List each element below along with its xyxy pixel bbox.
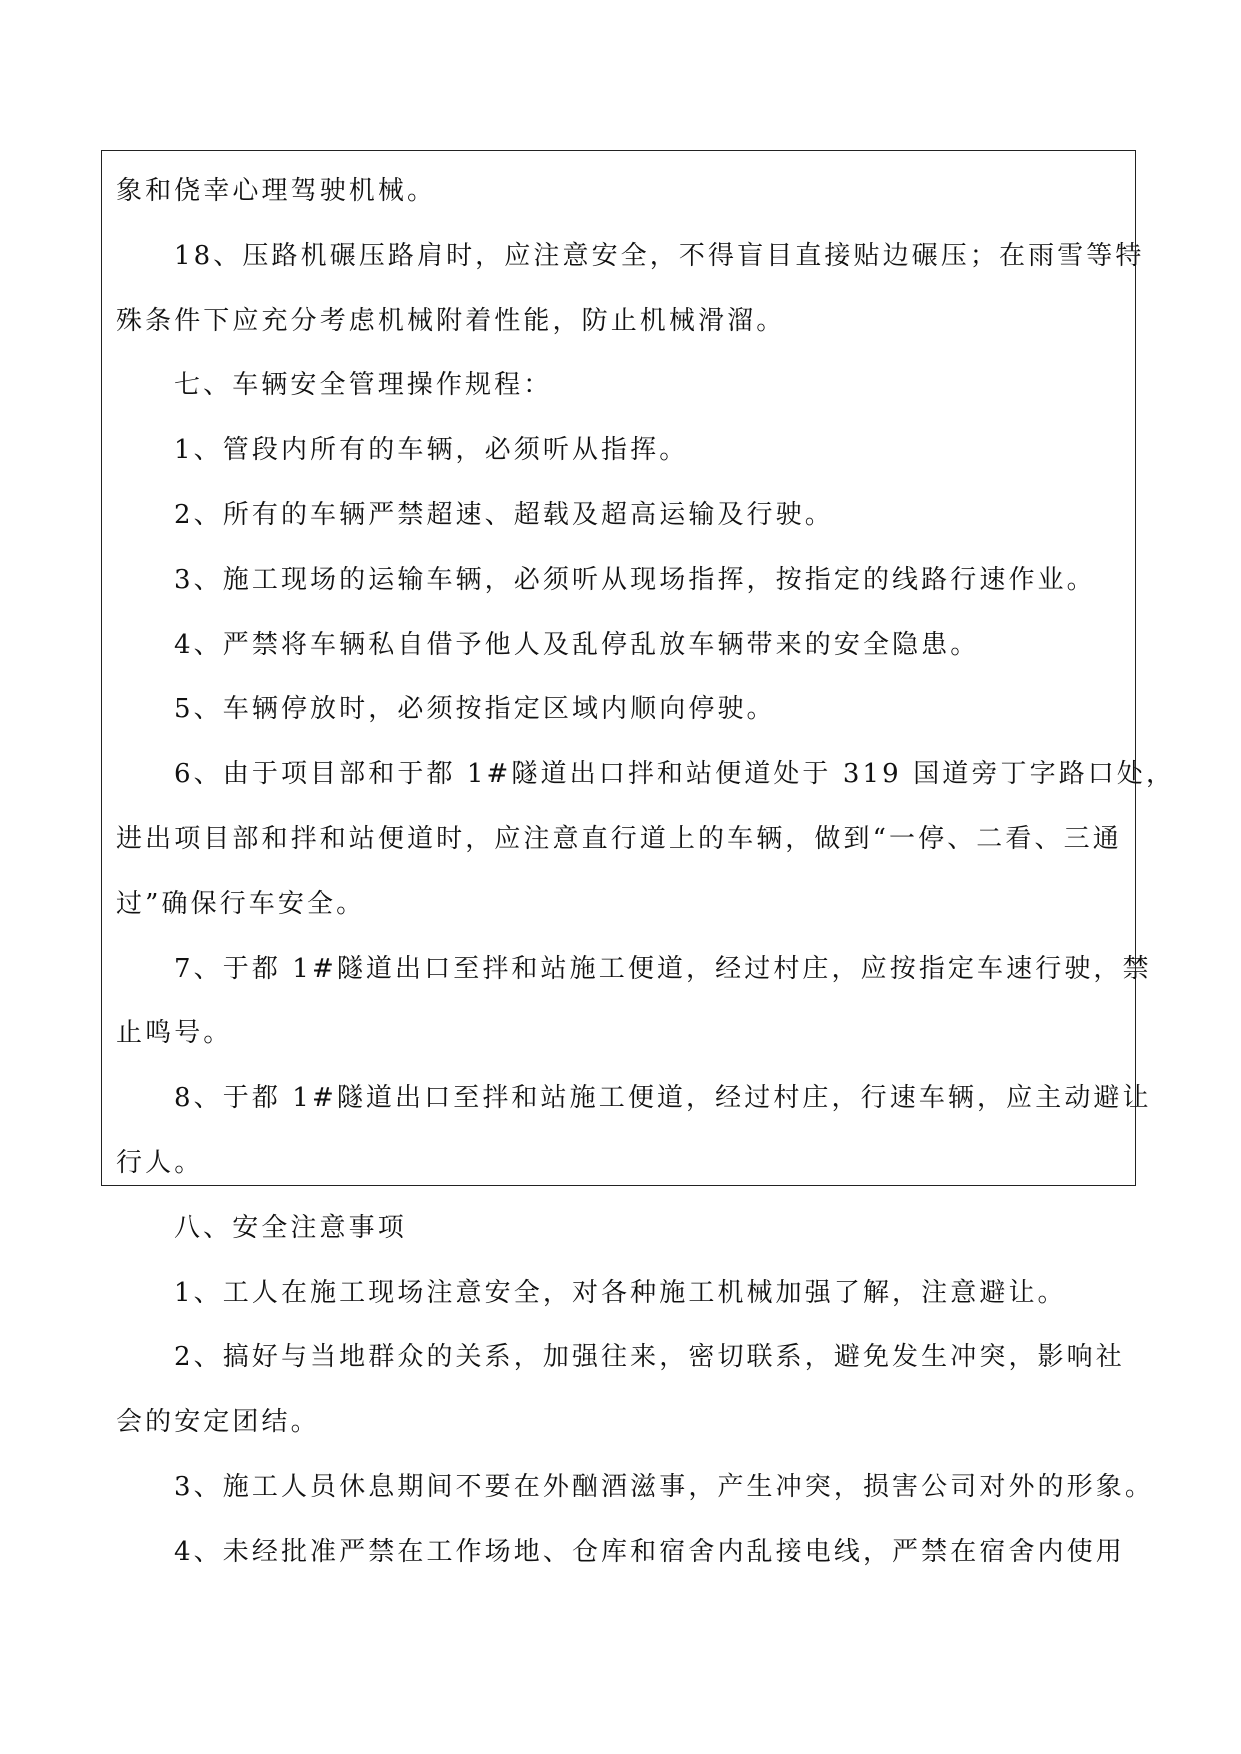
- text-line: 七、车辆安全管理操作规程：: [174, 370, 553, 401]
- text-line: 4、严禁将车辆私自借予他人及乱停乱放车辆带来的安全隐患。: [174, 629, 980, 660]
- text-line: 八、安全注意事项: [174, 1212, 407, 1243]
- text-line: 殊条件下应充分考虑机械附着性能，防止机械滑溜。: [116, 305, 786, 336]
- text-line: 会的安定团结。: [116, 1407, 320, 1438]
- text-line: 7、于都 1#隧道出口至拌和站施工便道，经过村庄，应按指定车速行驶，禁: [174, 953, 1152, 984]
- text-line: 3、施工现场的运输车辆，必须听从现场指挥，按指定的线路行速作业。: [174, 564, 1096, 595]
- text-line: 象和侥幸心理驾驶机械。: [116, 176, 437, 206]
- text-line: 2、搞好与当地群众的关系，加强往来，密切联系，避免发生冲突，影响社: [174, 1342, 1125, 1373]
- text-line: 6、由于项目部和于都 1#隧道出口拌和站便道处于 319 国道旁丁字路口处，: [174, 759, 1176, 790]
- text-line: 进出项目部和拌和站便道时，应注意直行道上的车辆，做到“一停、二看、三通: [116, 823, 1122, 854]
- text-line: 1、管段内所有的车辆，必须听从指挥。: [174, 435, 689, 466]
- text-line: 4、未经批准严禁在工作场地、仓库和宿舍内乱接电线，严禁在宿舍内使用: [174, 1536, 1125, 1567]
- text-line: 2、所有的车辆严禁超速、超载及超高运输及行驶。: [174, 499, 834, 530]
- text-line: 1、工人在施工现场注意安全，对各种施工机械加强了解，注意避让。: [174, 1277, 1067, 1308]
- document-body: [116, 159, 1176, 1585]
- text-line: 5、车辆停放时，必须按指定区域内顺向停驶。: [174, 694, 776, 725]
- text-line: 行人。: [116, 1147, 204, 1178]
- text-line: 8、于都 1#隧道出口至拌和站施工便道，经过村庄，行速车辆，应主动避让: [174, 1083, 1152, 1114]
- text-line: 止鸣号。: [116, 1018, 233, 1049]
- text-line: 18、压路机碾压路肩时，应注意安全，不得盲目直接贴边碾压；在雨雪等特: [174, 240, 1145, 271]
- text-line: 3、施工人员休息期间不要在外酗酒滋事，产生冲突，损害公司对外的形象。: [174, 1471, 1154, 1502]
- text-line: 过”确保行车安全。: [116, 888, 366, 919]
- document-frame: [101, 150, 1176, 1567]
